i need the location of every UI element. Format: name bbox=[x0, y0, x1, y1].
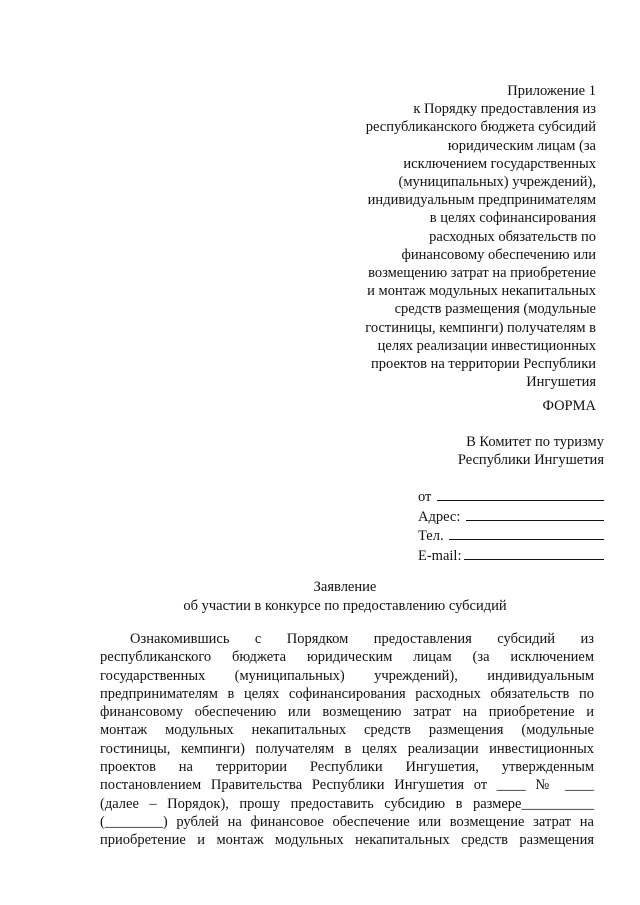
body-line: (________) рублей на финансовое обеспечение или возмещение затрат на bbox=[100, 813, 594, 830]
title-line-1: Заявление bbox=[313, 579, 377, 595]
appendix-line: индивидуальным предпринимателям bbox=[367, 192, 596, 209]
body-line: государственных (муниципальных) учреждений), индивидуальным bbox=[100, 667, 594, 684]
body-line: постановлением Правительства Республики Ингушетия от ____ № ____ bbox=[100, 777, 594, 794]
body-line: Ознакомившись с Порядком предоставления субсидий из bbox=[130, 631, 594, 647]
body-line: гостиницы, кемпинги) получателям в целях реализации инвестиционных bbox=[100, 740, 594, 757]
body-line: монтаж модульных некапитальных средств размещения (модульные bbox=[100, 722, 594, 739]
appendix-line: Ингушетия bbox=[526, 374, 596, 391]
appendix-line: юридическим лицам (за bbox=[447, 137, 596, 154]
body-line: финансовому обеспечению или возмещению затрат на приобретение и bbox=[100, 704, 594, 721]
appendix-line: Приложение 1 bbox=[507, 83, 596, 99]
appendix-line: гостиницы, кемпинги) получателям в bbox=[365, 319, 596, 336]
appendix-line: целях реализации инвестиционных bbox=[377, 337, 596, 354]
appendix-line: и монтаж модульных некапитальных bbox=[367, 283, 596, 300]
sender-address-blank bbox=[466, 507, 604, 521]
sender-phone-row bbox=[418, 526, 604, 546]
body-line: приобретение и монтаж модульных некапитальных средств размещения bbox=[100, 832, 594, 849]
appendix-line: в целях софинансирования bbox=[429, 210, 596, 227]
appendix-header bbox=[330, 82, 596, 391]
appendix-line: республиканского бюджета субсидий bbox=[365, 119, 596, 136]
body-line: республиканского бюджета юридическим лицам (за исключением bbox=[100, 649, 594, 666]
appendix-line: расходных обязательств по bbox=[429, 228, 596, 245]
sender-phone-blank bbox=[449, 526, 604, 540]
document-title bbox=[100, 578, 590, 615]
addressee-block bbox=[330, 433, 604, 469]
sender-fields bbox=[418, 487, 604, 565]
sender-from-blank bbox=[437, 487, 604, 501]
sender-email-row bbox=[418, 546, 604, 566]
addressee-line-1: В Комитет по туризму bbox=[466, 434, 604, 450]
sender-from-label: от bbox=[418, 489, 436, 505]
sender-phone-label: Тел. bbox=[418, 528, 448, 545]
body-line: предпринимателям в целях софинансирования расходных обязательств по bbox=[100, 685, 594, 702]
appendix-line: исключением государственных bbox=[403, 155, 596, 172]
sender-from-row bbox=[418, 487, 604, 507]
form-label: ФОРМА bbox=[542, 398, 596, 414]
appendix-line: финансовому обеспечению или bbox=[401, 246, 596, 263]
appendix-line: проектов на территории Республики bbox=[371, 356, 596, 373]
appendix-line: (муниципальных) учреждений), bbox=[398, 174, 596, 191]
application-body bbox=[100, 630, 594, 850]
sender-address-row bbox=[418, 507, 604, 527]
appendix-line: к Порядку предоставления из bbox=[413, 101, 596, 118]
body-line: проектов на территории Республики Ингушетия, утвержденным bbox=[100, 759, 594, 776]
body-line: (далее – Порядок), прошу предоставить субсидию в размере__________ bbox=[100, 795, 594, 812]
addressee-line-2: Республики Ингушетия bbox=[457, 452, 604, 468]
title-line-2: об участии в конкурсе по предоставлению субсидий bbox=[183, 597, 507, 614]
sender-email-blank bbox=[464, 546, 605, 560]
appendix-line: возмещению затрат на приобретение bbox=[368, 265, 596, 282]
appendix-line: средств размещения (модульные bbox=[394, 301, 596, 318]
sender-address-label: Адрес: bbox=[418, 508, 464, 525]
sender-email-label: E-mail: bbox=[418, 547, 462, 564]
